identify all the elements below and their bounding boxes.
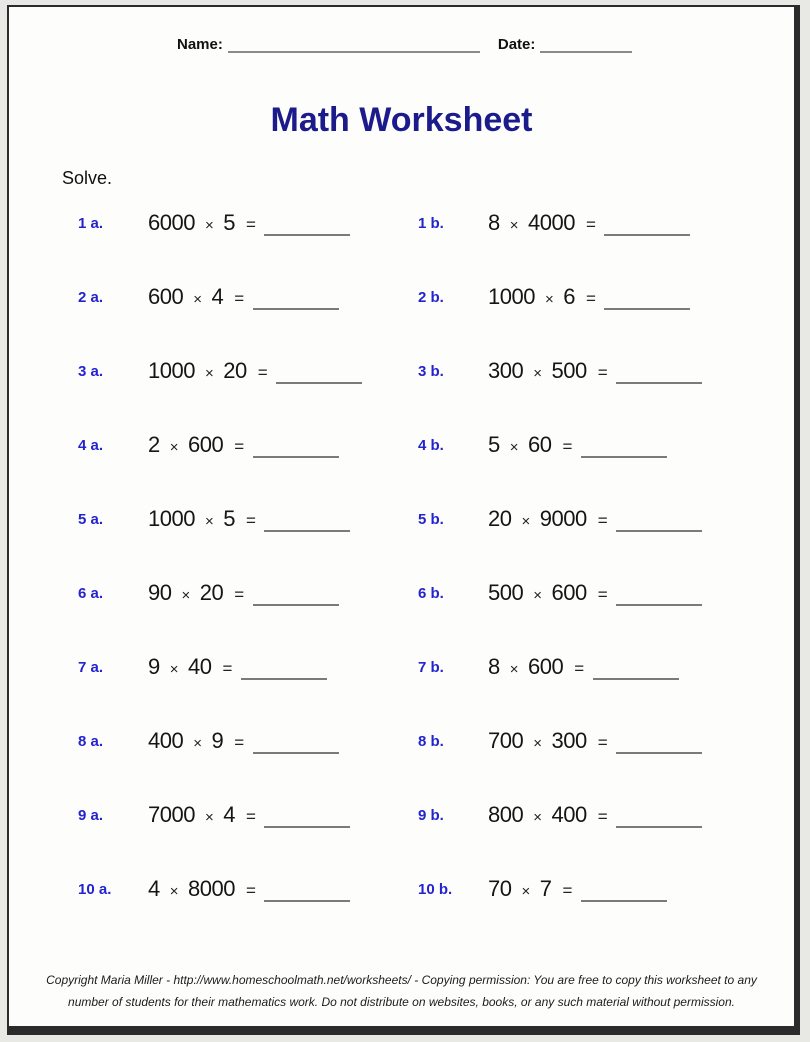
problem-number: 9 a. bbox=[78, 807, 104, 824]
answer-blank bbox=[253, 288, 339, 310]
equals-sign: = bbox=[234, 437, 244, 456]
answer-blank bbox=[616, 510, 702, 532]
answer-blank bbox=[276, 362, 362, 384]
problem-row bbox=[9, 355, 794, 429]
problem-number: 4 a. bbox=[78, 437, 104, 454]
worksheet-page bbox=[7, 5, 800, 1035]
factor-1: 300 bbox=[488, 358, 524, 383]
problem-equation bbox=[488, 580, 702, 606]
factor-1: 20 bbox=[488, 506, 512, 531]
problem-equation bbox=[148, 802, 350, 828]
problem-number: 2 a. bbox=[78, 289, 104, 306]
factor-2: 5 bbox=[223, 210, 235, 235]
equals-sign: = bbox=[597, 363, 608, 382]
equals-sign: = bbox=[245, 807, 256, 826]
factor-2: 300 bbox=[551, 728, 587, 753]
multiplication-sign: × bbox=[533, 735, 542, 752]
answer-blank bbox=[593, 658, 679, 680]
problem-row bbox=[9, 873, 794, 947]
multiplication-sign: × bbox=[204, 809, 214, 826]
factor-1: 90 bbox=[148, 580, 172, 605]
problem-equation bbox=[148, 580, 339, 606]
multiplication-sign: × bbox=[193, 735, 202, 752]
date-fill-line bbox=[540, 34, 632, 53]
problem-number: 1 a. bbox=[78, 215, 104, 232]
multiplication-sign: × bbox=[533, 587, 542, 604]
problem-equation bbox=[488, 876, 667, 902]
problem-equation bbox=[148, 432, 339, 458]
multiplication-sign: × bbox=[169, 883, 179, 900]
multiplication-sign: × bbox=[544, 291, 554, 308]
problem-equation bbox=[488, 210, 690, 236]
answer-blank bbox=[581, 880, 667, 902]
answer-blank bbox=[616, 584, 702, 606]
factor-2: 6 bbox=[563, 284, 575, 309]
equals-sign: = bbox=[597, 807, 608, 826]
problem-equation bbox=[488, 506, 702, 532]
multiplication-sign: × bbox=[193, 291, 202, 308]
equals-sign: = bbox=[234, 289, 244, 308]
factor-2: 4 bbox=[211, 284, 224, 309]
equals-sign: = bbox=[222, 659, 232, 678]
equals-sign: = bbox=[245, 511, 256, 530]
instruction-text: Solve. bbox=[62, 168, 113, 188]
name-date-row bbox=[177, 34, 632, 53]
factor-1: 600 bbox=[148, 284, 184, 309]
problem-row bbox=[9, 429, 794, 503]
problem-equation bbox=[148, 506, 350, 532]
factor-2: 60 bbox=[528, 432, 552, 457]
factor-1: 8 bbox=[488, 654, 500, 679]
answer-blank bbox=[253, 584, 339, 606]
name-fill-line bbox=[228, 34, 480, 53]
answer-blank bbox=[264, 806, 350, 828]
factor-1: 8 bbox=[488, 210, 500, 235]
answer-blank bbox=[264, 880, 350, 902]
date-label: Date: bbox=[497, 36, 536, 53]
copyright-line-1: Copyright Maria Miller - http://www.homeschoolmath.net/worksheets/ - Copying permission: You are free to copy this worksheet to any bbox=[46, 973, 757, 987]
factor-1: 2 bbox=[148, 432, 160, 457]
factor-1: 4 bbox=[148, 876, 160, 901]
factor-2: 4000 bbox=[528, 210, 575, 235]
multiplication-sign: × bbox=[204, 217, 214, 234]
factor-2: 40 bbox=[188, 654, 212, 679]
copyright-footer bbox=[9, 969, 794, 1013]
problem-equation bbox=[488, 654, 679, 680]
factor-1: 1000 bbox=[148, 506, 195, 531]
factor-1: 500 bbox=[488, 580, 524, 605]
problem-equation bbox=[148, 210, 350, 236]
problem-equation bbox=[488, 284, 690, 310]
problem-equation bbox=[148, 876, 350, 902]
answer-blank bbox=[264, 510, 350, 532]
multiplication-sign: × bbox=[533, 365, 542, 382]
multiplication-sign: × bbox=[509, 439, 519, 456]
equals-sign: = bbox=[597, 733, 608, 752]
equals-sign: = bbox=[585, 289, 596, 308]
problem-number: 10 a. bbox=[78, 881, 112, 898]
problem-equation bbox=[488, 728, 702, 754]
multiplication-sign: × bbox=[509, 217, 519, 234]
factor-2: 20 bbox=[223, 358, 247, 383]
equals-sign: = bbox=[234, 585, 244, 604]
factor-2: 4 bbox=[223, 802, 235, 827]
problem-equation bbox=[148, 728, 339, 754]
factor-2: 9 bbox=[211, 728, 224, 753]
problems-grid bbox=[9, 207, 794, 947]
answer-blank bbox=[264, 214, 350, 236]
factor-2: 600 bbox=[188, 432, 224, 457]
answer-blank bbox=[616, 362, 702, 384]
factor-2: 5 bbox=[223, 506, 235, 531]
problem-number: 9 b. bbox=[418, 807, 444, 824]
factor-1: 1000 bbox=[488, 284, 535, 309]
problem-number: 6 b. bbox=[418, 585, 444, 602]
equals-sign: = bbox=[597, 511, 608, 530]
problem-equation bbox=[148, 654, 327, 680]
multiplication-sign: × bbox=[533, 809, 542, 826]
problem-number: 8 b. bbox=[418, 733, 444, 750]
factor-2: 400 bbox=[551, 802, 587, 827]
multiplication-sign: × bbox=[509, 661, 519, 678]
problem-number: 7 b. bbox=[418, 659, 444, 676]
factor-1: 700 bbox=[488, 728, 524, 753]
multiplication-sign: × bbox=[181, 587, 190, 604]
answer-blank bbox=[581, 436, 667, 458]
problem-number: 4 b. bbox=[418, 437, 444, 454]
factor-1: 7000 bbox=[148, 802, 195, 827]
multiplication-sign: × bbox=[169, 661, 179, 678]
equals-sign: = bbox=[562, 881, 572, 900]
equals-sign: = bbox=[562, 437, 572, 456]
answer-blank bbox=[253, 732, 339, 754]
equals-sign: = bbox=[597, 585, 608, 604]
equals-sign: = bbox=[257, 363, 268, 382]
problem-row bbox=[9, 651, 794, 725]
page-title: Math Worksheet bbox=[270, 101, 533, 139]
factor-1: 5 bbox=[488, 432, 500, 457]
answer-blank bbox=[604, 214, 690, 236]
problem-number: 3 b. bbox=[418, 363, 444, 380]
copyright-line-2: number of students for their mathematics work. Do not distribute on websites, books, or any such material without permission. bbox=[68, 995, 735, 1009]
multiplication-sign: × bbox=[204, 513, 214, 530]
problem-row bbox=[9, 725, 794, 799]
problem-number: 2 b. bbox=[418, 289, 444, 306]
factor-1: 70 bbox=[488, 876, 512, 901]
answer-blank bbox=[616, 806, 702, 828]
factor-2: 20 bbox=[199, 580, 224, 605]
problem-number: 5 b. bbox=[418, 511, 444, 528]
equals-sign: = bbox=[245, 215, 256, 234]
equals-sign: = bbox=[245, 881, 256, 900]
problem-equation bbox=[488, 802, 702, 828]
problem-row bbox=[9, 577, 794, 651]
factor-1: 6000 bbox=[148, 210, 195, 235]
factor-1: 400 bbox=[148, 728, 184, 753]
equals-sign: = bbox=[585, 215, 596, 234]
problem-row bbox=[9, 281, 794, 355]
problem-number: 8 a. bbox=[78, 733, 104, 750]
problem-number: 10 b. bbox=[418, 881, 453, 898]
problem-equation bbox=[488, 432, 667, 458]
factor-2: 9000 bbox=[539, 506, 587, 531]
problem-number: 7 a. bbox=[78, 659, 104, 676]
factor-1: 9 bbox=[148, 654, 160, 679]
multiplication-sign: × bbox=[204, 365, 214, 382]
factor-2: 7 bbox=[539, 876, 552, 901]
problem-number: 3 a. bbox=[78, 363, 104, 380]
multiplication-sign: × bbox=[169, 439, 179, 456]
factor-1: 1000 bbox=[148, 358, 195, 383]
factor-2: 600 bbox=[551, 580, 587, 605]
problem-row bbox=[9, 503, 794, 577]
problem-number: 5 a. bbox=[78, 511, 104, 528]
problem-equation bbox=[148, 358, 362, 384]
equals-sign: = bbox=[234, 733, 244, 752]
problem-row bbox=[9, 207, 794, 281]
factor-2: 500 bbox=[551, 358, 587, 383]
multiplication-sign: × bbox=[521, 513, 530, 530]
factor-2: 8000 bbox=[188, 876, 235, 901]
answer-blank bbox=[616, 732, 702, 754]
problem-number: 6 a. bbox=[78, 585, 104, 602]
equals-sign: = bbox=[574, 659, 584, 678]
multiplication-sign: × bbox=[521, 883, 530, 900]
problem-row bbox=[9, 799, 794, 873]
factor-2: 600 bbox=[528, 654, 564, 679]
answer-blank bbox=[253, 436, 339, 458]
problem-equation bbox=[488, 358, 702, 384]
name-label: Name: bbox=[177, 36, 223, 53]
answer-blank bbox=[604, 288, 690, 310]
answer-blank bbox=[241, 658, 327, 680]
problem-equation bbox=[148, 284, 339, 310]
factor-1: 800 bbox=[488, 802, 524, 827]
problem-number: 1 b. bbox=[418, 215, 444, 232]
